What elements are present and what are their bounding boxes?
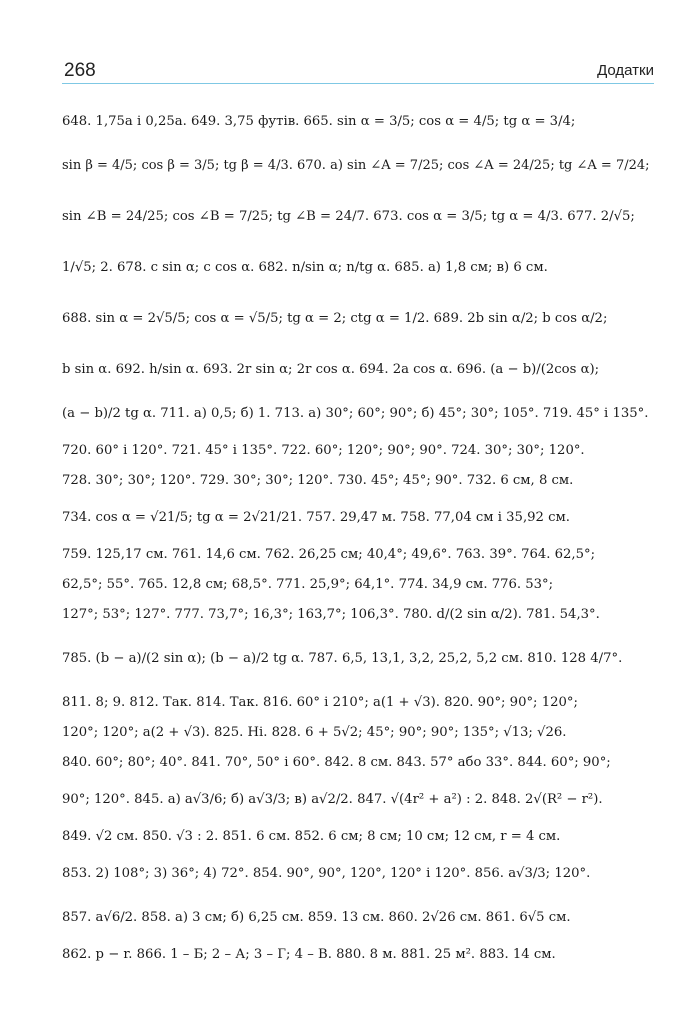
answer-line: 759. 125,17 см. 761. 14,6 см. 762. 26,25 см; 40,4°; 49,6°. 763. 39°. 764. 62,5°; [62,547,596,562]
answer-line: (a − b)/2 tg α. 711. а) 0,5; б) 1. 713. а) 30°; 60°; 90°; б) 45°; 30°; 105°. 719. 45° і 135°. [62,406,649,421]
answer-line: 688. sin α = 2√5/5; cos α = √5/5; tg α = 2; ctg α = 1/2. 689. 2b sin α/2; b cos α/2; [62,311,608,326]
answer-line: 811. 8; 9. 812. Так. 814. Так. 816. 60° і 210°; a(1 + √3). 820. 90°; 90°; 120°; [62,695,578,710]
section-title: Додатки [597,62,654,79]
answer-line: 1/√5; 2. 678. c sin α; c cos α. 682. n/sin α; n/tg α. 685. а) 1,8 см; в) 6 см. [62,260,548,275]
answer-line: 90°; 120°. 845. а) a√3/6; б) a√3/3; в) a√2/2. 847. √(4r² + a²) : 2. 848. 2√(R² − r²). [62,792,603,807]
answer-line: 849. √2 см. 850. √3 : 2. 851. 6 см. 852. 6 см; 8 см; 10 см; 12 см, r = 4 см. [62,829,561,844]
answer-line: 720. 60° і 120°. 721. 45° і 135°. 722. 60°; 120°; 90°; 90°. 724. 30°; 30°; 120°. [62,443,585,458]
answer-line: 853. 2) 108°; 3) 36°; 4) 72°. 854. 90°, 90°, 120°, 120° і 120°. 856. a√3/3; 120°. [62,866,591,881]
answer-line: b sin α. 692. h/sin α. 693. 2r sin α; 2r cos α. 694. 2a cos α. 696. (a − b)/(2cos α); [62,362,600,377]
answer-line: 648. 1,75a і 0,25a. 649. 3,75 футів. 665. sin α = 3/5; cos α = 4/5; tg α = 3/4; [62,114,576,129]
answer-line: sin ∠B = 24/25; cos ∠B = 7/25; tg ∠B = 24/7. 673. cos α = 3/5; tg α = 4/3. 677. 2/√5; [62,209,635,224]
answer-line: 62,5°; 55°. 765. 12,8 см; 68,5°. 771. 25,9°; 64,1°. 774. 34,9 см. 776. 53°; [62,577,554,592]
answer-line: 728. 30°; 30°; 120°. 729. 30°; 30°; 120°. 730. 45°; 45°; 90°. 732. 6 см, 8 см. [62,473,574,488]
answer-line: 785. (b − a)/(2 sin α); (b − a)/2 tg α. 787. 6,5, 13,1, 3,2, 25,2, 5,2 см. 810. 128 4/7°. [62,651,623,666]
header-rule [62,83,654,84]
answer-line: 127°; 53°; 127°. 777. 73,7°; 16,3°; 163,7°; 106,3°. 780. d/(2 sin α/2). 781. 54,3°. [62,607,600,622]
answers-block [62,100,652,970]
page-number: 268 [64,60,96,81]
answer-line: 840. 60°; 80°; 40°. 841. 70°, 50° і 60°. 842. 8 см. 843. 57° або 33°. 844. 60°; 90°; [62,755,611,770]
answer-line: 734. cos α = √21/5; tg α = 2√21/21. 757. 29,47 м. 758. 77,04 см і 35,92 см. [62,510,570,525]
answer-line: 120°; 120°; a(2 + √3). 825. Ні. 828. 6 + 5√2; 45°; 90°; 90°; 135°; √13; √26. [62,725,567,740]
answer-line: 862. p − r. 866. 1 – Б; 2 – А; 3 – Г; 4 – В. 880. 8 м. 881. 25 м². 883. 14 см. [62,947,556,962]
answer-line: 857. a√6/2. 858. а) 3 см; б) 6,25 см. 859. 13 см. 860. 2√26 см. 861. 6√5 см. [62,910,571,925]
answer-line: sin β = 4/5; cos β = 3/5; tg β = 4/3. 670. а) sin ∠A = 7/25; cos ∠A = 24/25; tg ∠A = 7/24; [62,158,650,173]
